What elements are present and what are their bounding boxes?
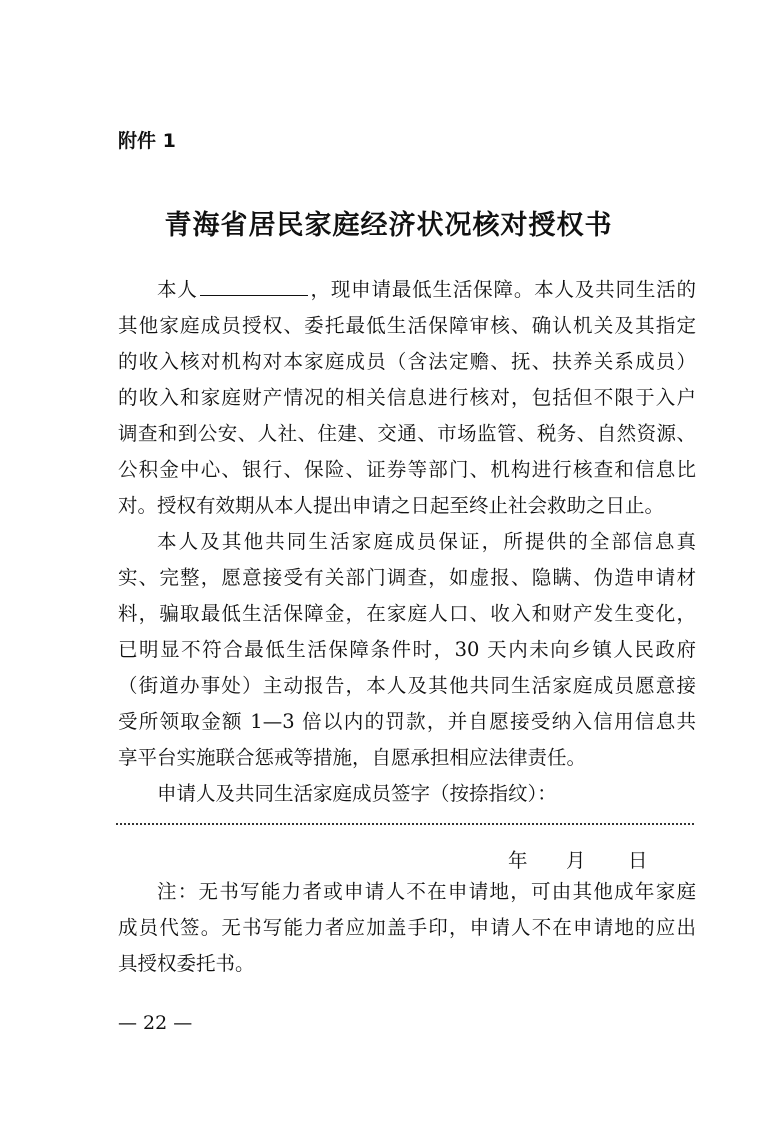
- note-line: 具授权委托书。: [118, 952, 255, 975]
- paragraph-2-line: 享平台实施联合惩戒等措施，自愿承担相应法律责任。: [118, 746, 587, 769]
- date-month: 月: [566, 849, 586, 872]
- paragraph-2-line: 受所领取金额 1—3 倍以内的罚款，并自愿接受纳入信用信息共: [118, 710, 696, 733]
- paragraph-1-line: 调查和到公安、人社、住建、交通、市场监管、税务、自然资源、: [118, 422, 696, 445]
- paragraph-2-line: 已明显不符合最低生活保障条件时，30 天内未向乡镇人民政府: [118, 638, 696, 661]
- note-line: 成员代签。无书写能力者应加盖手印，申请人不在申请地的应出: [118, 916, 696, 939]
- paragraph-2-line: 料，骗取最低生活保障金，在家庭人口、收入和财产发生变化，: [118, 602, 696, 625]
- paragraph-2-line: 本人及其他共同生活家庭成员保证，所提供的全部信息真: [157, 530, 696, 553]
- authorization-body: [118, 272, 696, 812]
- paragraph-2-line: 实、完整，愿意接受有关部门调查，如虚报、隐瞒、伪造申请材: [118, 566, 696, 589]
- paragraph-1-line-1-text: ，现申请最低生活保障。本人及共同生活的: [309, 278, 696, 301]
- page-number: — 22 —: [118, 1012, 193, 1034]
- paragraph-1-line: 的收入和家庭财产情况的相关信息进行核对，包括但不限于入户: [118, 386, 696, 409]
- signature-dotted-line: [116, 823, 694, 825]
- note-line: 注：无书写能力者或申请人不在申请地，可由其他成年家庭: [157, 880, 696, 903]
- date-year: 年: [508, 849, 528, 872]
- paragraph-1-line: 对。授权有效期从本人提出申请之日起至终止社会救助之日止。: [118, 494, 665, 517]
- signature-label: 申请人及共同生活家庭成员签字（按捺指纹）：: [157, 782, 557, 805]
- attachment-label: 附件 1: [118, 130, 176, 152]
- paragraph-2-line: （街道办事处）主动报告，本人及其他共同生活家庭成员愿意接: [118, 674, 696, 697]
- paragraph-1-line-1: [118, 272, 696, 308]
- paragraph-1-line: 的收入核对机构对本家庭成员（含法定赡、抚、扶养关系成员）: [118, 350, 696, 373]
- date-fields: [508, 846, 648, 876]
- document-title: 青海省居民家庭经济状况核对授权书: [164, 210, 613, 241]
- paragraph-1-line: 其他家庭成员授权、委托最低生活保障审核、确认机关及其指定: [118, 314, 696, 337]
- applicant-name-blank: [200, 273, 308, 296]
- paragraph-1-line: 公积金中心、银行、保险、证券等部门、机构进行核查和信息比: [118, 458, 696, 481]
- date-day: 日: [628, 849, 648, 872]
- self-prefix: 本人: [157, 278, 198, 301]
- note-section: [118, 874, 696, 982]
